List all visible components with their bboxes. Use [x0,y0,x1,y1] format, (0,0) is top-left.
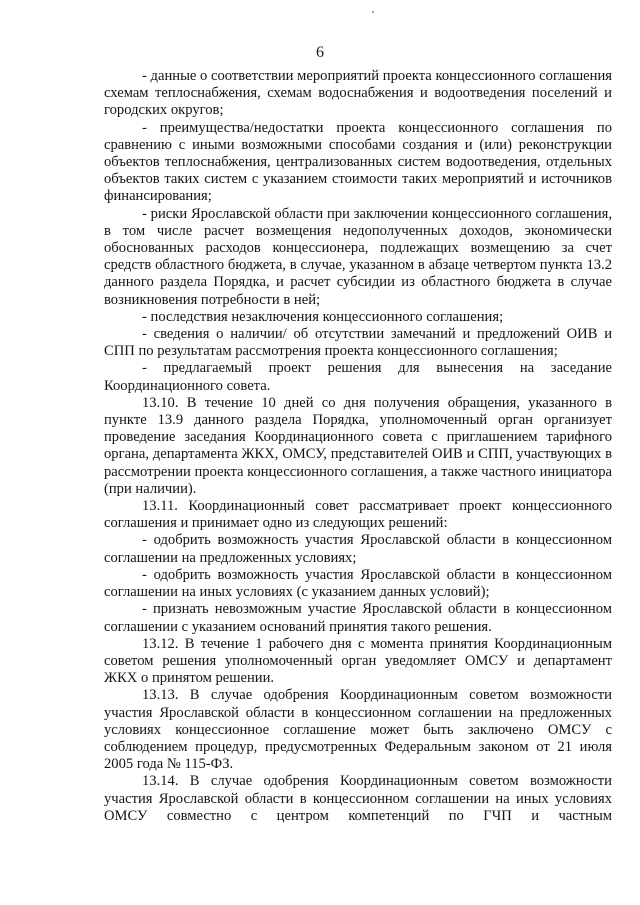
paragraph-13-11: 13.11. Координационный совет рассматривает проект концессионного соглашения и принимает одно из следующих решений: [104,498,612,532]
page-number: 6 [316,44,324,61]
list-item-approve-proposed: - одобрить возможность участия Ярославской области в концессионном соглашении на предложенных условиях; [104,532,612,566]
document-body [104,68,612,825]
scan-dot [372,11,374,13]
list-item-heat-water-schemes: - данные о соответствии мероприятий проекта концессионного соглашения схемам теплоснабжения, схемам водоснабжения и водоотведения поселений и городских округов; [104,68,612,119]
paragraph-13-14: 13.14. В случае одобрения Координационным советом возможности участия Ярославской области в концессионном соглашении на иных условиях ОМСУ совместно с центром компетенций по ГЧП и частным [104,773,612,824]
list-item-consequences: - последствия незаключения концессионного соглашения; [142,308,504,325]
list-item-reject: - признать невозможным участие Ярославской области в концессионном соглашении с указанием оснований принятия такого решения. [104,601,612,635]
paragraph-13-12: 13.12. В течение 1 рабочего дня с момента принятия Координационным советом решения уполномоченный орган уведомляет ОМСУ и департамент ЖКХ о принятом решении. [104,635,612,687]
paragraph-13-13: 13.13. В случае одобрения Координационным советом возможности участия Ярославской области в концессионном соглашении на предложенных условиях концессионное соглашение может быть заключено ОМСУ с соблюдением процедур, предусмотренных Федеральным законом от 21 июля 2005 года № 115-ФЗ. [104,687,612,773]
list-item-approve-other: - одобрить возможность участия Ярославской области в концессионном соглашении на иных условиях (с указанием данных условий); [104,566,612,601]
paragraph-13-10: 13.10. В течение 10 дней со дня получения обращения, указанного в пункте 13.9 данного раздела Порядка, уполномоченный орган организует проведение заседания Координационного совета с приглашением тарифного органа, департамента ЖКХ, ОМСУ, представителей ОИВ и СПП, участвующих в рассмотрении проекта концессионного соглашения, а также частного инициатора (при наличии). [104,394,612,497]
list-item-advantages-disadvantages: - преимущества/недостатки проекта концессионного соглашения по сравнению с иными возможными способами создания и (или) реконструкции объектов теплоснабжения, централизованных систем водоотведения, отдельных объектов таких систем с указанием стоимости таких мероприятий и источников финансирования; [104,119,612,205]
list-item-risks: - риски Ярославской области при заключении концессионного соглашения, в том числе расчет возмещения недополученных доходов, экономически обоснованных расходов концессионера, подлежащих возмещению за счет средств областного бюджета, в случае, указанном в абзаце четвертом пункта 13.2 данного раздела Порядка, и расчет субсидии из областного бюджета в случае возникновения потребности в ней; [104,205,612,308]
list-item-draft-decision: - предлагаемый проект решения для вынесения на заседание Координационного совета. [104,360,612,394]
list-item-remarks: - сведения о наличии/ об отсутствии замечаний и предложений ОИВ и СПП по результатам рассмотрения проекта концессионного соглашения; [104,326,612,360]
